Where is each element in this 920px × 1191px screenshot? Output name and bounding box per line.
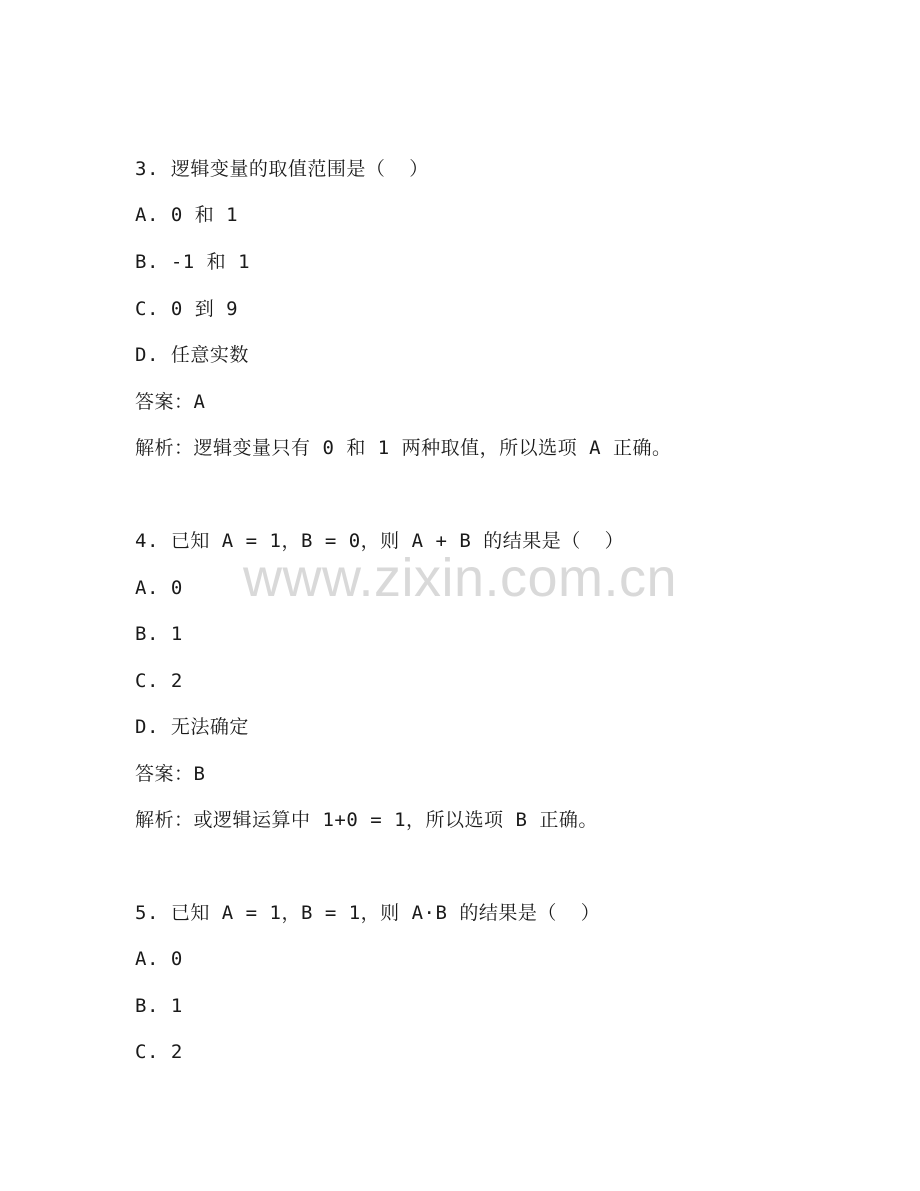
question-3-option-a: A. 0 和 1 bbox=[135, 204, 239, 226]
question-3-option-c: C. 0 到 9 bbox=[135, 298, 239, 320]
question-3-explanation: 解析：逻辑变量只有 0 和 1 两种取值，所以选项 A 正确。 bbox=[135, 437, 672, 459]
question-5-option-a: A. 0 bbox=[135, 948, 183, 970]
question-4-option-c: C. 2 bbox=[135, 670, 183, 692]
question-4-answer: 答案：B bbox=[135, 763, 206, 785]
question-4-explanation: 解析：或逻辑运算中 1+0 = 1，所以选项 B 正确。 bbox=[135, 809, 598, 831]
question-4-option-a: A. 0 bbox=[135, 577, 183, 599]
question-5-stem: 5. 已知 A = 1，B = 1，则 A·B 的结果是（ ） bbox=[135, 902, 601, 924]
question-3-option-b: B. -1 和 1 bbox=[135, 251, 251, 273]
watermark: www.zixin.com.cn bbox=[242, 548, 678, 608]
question-3-option-d: D. 任意实数 bbox=[135, 344, 249, 366]
question-5-option-c: C. 2 bbox=[135, 1041, 183, 1063]
question-3-stem: 3. 逻辑变量的取值范围是（ ） bbox=[135, 158, 429, 180]
question-5-option-b: B. 1 bbox=[135, 995, 183, 1017]
question-4-stem: 4. 已知 A = 1，B = 0，则 A + B 的结果是（ ） bbox=[135, 530, 625, 552]
question-4-option-d: D. 无法确定 bbox=[135, 716, 249, 738]
question-3-answer: 答案：A bbox=[135, 391, 206, 413]
question-4-option-b: B. 1 bbox=[135, 623, 183, 645]
